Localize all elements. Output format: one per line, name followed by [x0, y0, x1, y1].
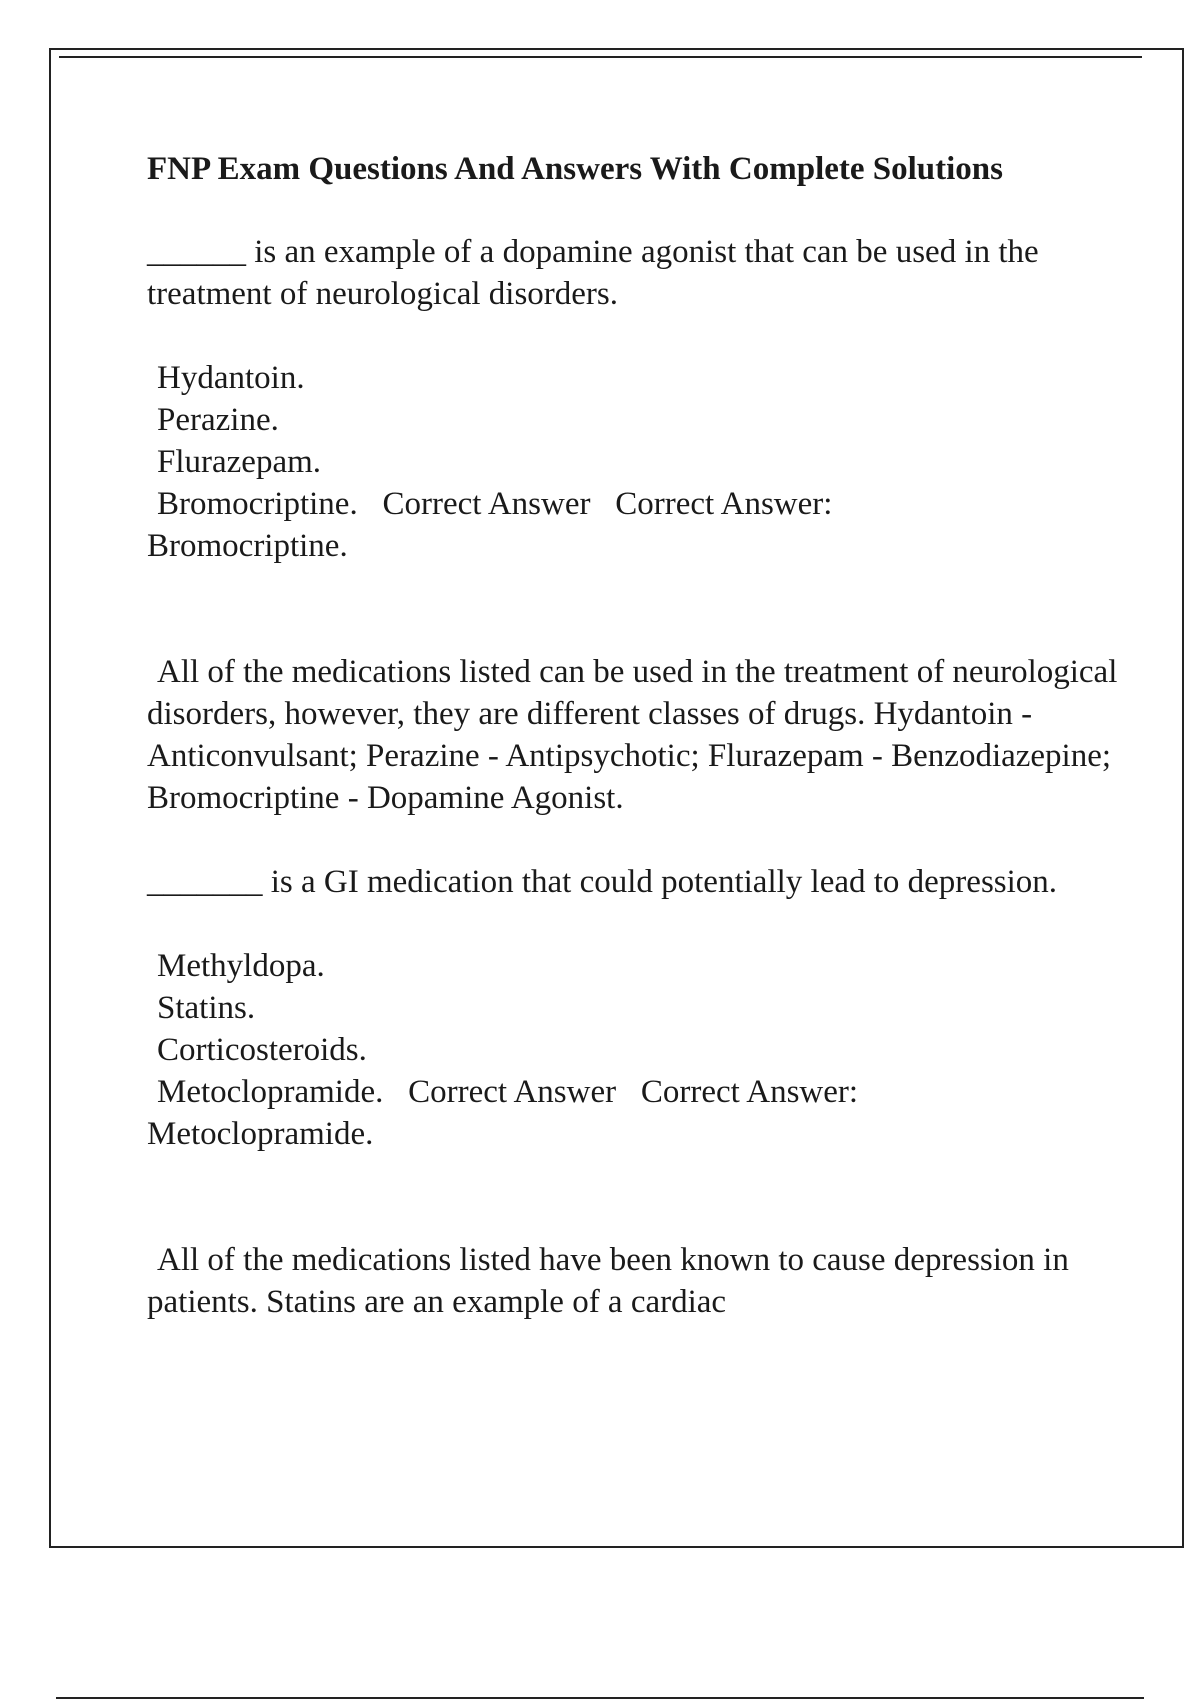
question-1-prompt: ______ is an example of a dopamine agonist that can be used in the treatment of neurological disorders. [147, 234, 1039, 312]
question-2-answer: Metoclopramide. [147, 1116, 374, 1152]
document-content [147, 148, 1147, 1365]
question-1-explanation-text: All of the medications listed can be used in the treatment of neurological disorders, however, they are different classes of drugs. Hydantoin - Anticonvulsant; Perazine - Antipsychotic; Flurazepam - Benzodiazepine; Bromocriptine - Dopamine Agonist. [147, 654, 1118, 816]
question-2-option-2: Statins. [157, 990, 256, 1026]
question-2-option-1: Methyldopa. [157, 948, 325, 984]
question-1-option-3: Flurazepam. [157, 444, 322, 480]
question-1-option-2: Perazine. [157, 402, 279, 438]
question-1-options [147, 357, 1147, 567]
question-1-answer: Bromocriptine. [147, 528, 348, 564]
question-2-options [147, 945, 1147, 1155]
question-1-option-4-with-answer-label: Bromocriptine. Correct Answer Correct Answer: [157, 486, 833, 522]
question-2-option-4-with-answer-label: Metoclopramide. Correct Answer Correct Answer: [157, 1074, 859, 1110]
top-rule [59, 56, 1142, 58]
question-2-explanation-text: All of the medications listed have been known to cause depression in patients. Statins are an example of a cardiac [147, 1242, 1069, 1320]
page-frame [49, 48, 1184, 1548]
question-2-prompt: _______ is a GI medication that could potentially lead to depression. [147, 864, 1058, 900]
question-1-option-1: Hydantoin. [157, 360, 305, 396]
question-2-option-3: Corticosteroids. [157, 1032, 367, 1068]
document-title: FNP Exam Questions And Answers With Complete Solutions [147, 151, 1004, 187]
bottom-rule [56, 1697, 1144, 1699]
question-2-explanation [147, 1239, 1147, 1323]
question-1-explanation [147, 651, 1147, 819]
